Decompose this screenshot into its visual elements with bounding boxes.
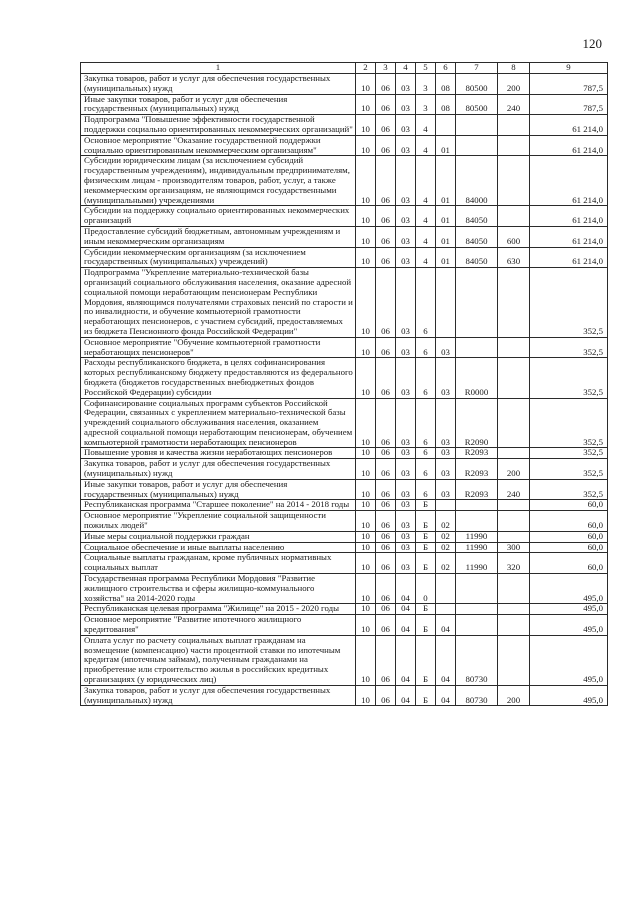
code-cell: 80500 — [456, 94, 498, 115]
code-cell: 4 — [416, 115, 436, 136]
code-cell: 06 — [376, 459, 396, 480]
code-cell — [498, 358, 530, 398]
table-row — [81, 635, 608, 685]
code-cell: 84050 — [456, 226, 498, 247]
code-cell: 04 — [396, 685, 416, 706]
table-row — [81, 115, 608, 136]
row-name-cell: Расходы республиканского бюджета, в целях софинансирования которых республиканскому бюджету предоставляются из федерального бюджета (бюджетов государственных внебюджетных фондов Российской Федерации) субсидии — [81, 358, 356, 398]
code-cell: 06 — [376, 94, 396, 115]
code-cell: 6 — [416, 448, 436, 459]
code-cell: 320 — [498, 553, 530, 574]
code-cell: 06 — [376, 206, 396, 227]
code-cell: 6 — [416, 337, 436, 358]
table-row — [81, 479, 608, 500]
amount-cell: 352,5 — [530, 268, 608, 338]
code-cell: 04 — [396, 574, 416, 604]
table-row — [81, 337, 608, 358]
amount-cell: 495,0 — [530, 615, 608, 636]
code-cell — [456, 604, 498, 615]
code-cell: 80730 — [456, 635, 498, 685]
code-cell: 10 — [356, 615, 376, 636]
column-header: 3 — [376, 63, 396, 74]
code-cell: 06 — [376, 268, 396, 338]
code-cell: 10 — [356, 511, 376, 532]
code-cell: R2090 — [456, 398, 498, 448]
code-cell: 06 — [376, 574, 396, 604]
code-cell: 10 — [356, 358, 376, 398]
code-cell: 200 — [498, 685, 530, 706]
table-row — [81, 358, 608, 398]
code-cell: 06 — [376, 542, 396, 553]
code-cell — [436, 604, 456, 615]
code-cell: 6 — [416, 398, 436, 448]
amount-cell: 60,0 — [530, 531, 608, 542]
amount-cell: 495,0 — [530, 635, 608, 685]
code-cell: R2093 — [456, 459, 498, 480]
code-cell: Б — [416, 604, 436, 615]
code-cell: Б — [416, 553, 436, 574]
code-cell: 4 — [416, 156, 436, 206]
code-cell — [498, 531, 530, 542]
code-cell: 84000 — [456, 156, 498, 206]
table-row — [81, 268, 608, 338]
code-cell: 06 — [376, 115, 396, 136]
code-cell: 03 — [396, 337, 416, 358]
code-cell: 06 — [376, 479, 396, 500]
code-cell: Б — [416, 615, 436, 636]
code-cell: 01 — [436, 226, 456, 247]
table-row — [81, 511, 608, 532]
code-cell: 200 — [498, 74, 530, 95]
table-row — [81, 156, 608, 206]
code-cell: Б — [416, 685, 436, 706]
code-cell — [456, 500, 498, 511]
code-cell: 10 — [356, 206, 376, 227]
amount-cell: 352,5 — [530, 479, 608, 500]
code-cell: 02 — [436, 553, 456, 574]
code-cell: 06 — [376, 226, 396, 247]
table-row — [81, 448, 608, 459]
code-cell: 06 — [376, 604, 396, 615]
code-cell: 84050 — [456, 247, 498, 268]
code-cell — [498, 206, 530, 227]
code-cell — [436, 500, 456, 511]
code-cell — [498, 115, 530, 136]
code-cell: 01 — [436, 135, 456, 156]
code-cell: 10 — [356, 531, 376, 542]
amount-cell: 61 214,0 — [530, 115, 608, 136]
row-name-cell: Предоставление субсидий бюджетным, автономным учреждениям и иным некоммерческим организациям — [81, 226, 356, 247]
code-cell: 80500 — [456, 74, 498, 95]
code-cell: 10 — [356, 268, 376, 338]
code-cell: 03 — [396, 94, 416, 115]
table-row — [81, 206, 608, 227]
code-cell — [498, 135, 530, 156]
code-cell: 02 — [436, 511, 456, 532]
code-cell: 03 — [396, 268, 416, 338]
code-cell: 6 — [416, 358, 436, 398]
code-cell: 04 — [436, 685, 456, 706]
code-cell: 3 — [416, 94, 436, 115]
code-cell: 10 — [356, 226, 376, 247]
table-row — [81, 615, 608, 636]
code-cell: 06 — [376, 398, 396, 448]
code-cell: 04 — [396, 604, 416, 615]
code-cell: 06 — [376, 156, 396, 206]
code-cell: 01 — [436, 206, 456, 227]
code-cell: 08 — [436, 74, 456, 95]
code-cell: R0000 — [456, 358, 498, 398]
code-cell: 06 — [376, 135, 396, 156]
code-cell: 03 — [396, 500, 416, 511]
code-cell: 03 — [396, 511, 416, 532]
amount-cell: 352,5 — [530, 358, 608, 398]
code-cell: R2093 — [456, 479, 498, 500]
amount-cell: 60,0 — [530, 553, 608, 574]
code-cell — [456, 337, 498, 358]
code-cell: 04 — [396, 615, 416, 636]
code-cell: 04 — [396, 635, 416, 685]
table-row — [81, 685, 608, 706]
amount-cell: 352,5 — [530, 459, 608, 480]
code-cell — [456, 135, 498, 156]
amount-cell: 61 214,0 — [530, 135, 608, 156]
code-cell: 3 — [416, 74, 436, 95]
code-cell: 11990 — [456, 531, 498, 542]
code-cell: 10 — [356, 135, 376, 156]
budget-table — [80, 62, 608, 706]
code-cell: 0 — [416, 574, 436, 604]
code-cell — [498, 156, 530, 206]
table-row — [81, 574, 608, 604]
code-cell — [498, 615, 530, 636]
code-cell: Б — [416, 542, 436, 553]
amount-cell: 495,0 — [530, 685, 608, 706]
code-cell: 03 — [396, 358, 416, 398]
code-cell: 03 — [396, 531, 416, 542]
row-name-cell: Субсидии некоммерческим организациям (за исключением государственных (муниципальных) учреждений) — [81, 247, 356, 268]
code-cell: 300 — [498, 542, 530, 553]
code-cell: 03 — [436, 479, 456, 500]
row-name-cell: Республиканская целевая программа "Жилище" на 2015 - 2020 годы — [81, 604, 356, 615]
row-name-cell: Государственная программа Республики Мордовия "Развитие жилищного строительства и сферы жилищно-коммунального хозяйства" на 2014-2020 годы — [81, 574, 356, 604]
code-cell: 10 — [356, 337, 376, 358]
amount-cell: 61 214,0 — [530, 206, 608, 227]
code-cell: 10 — [356, 398, 376, 448]
page-number: 120 — [582, 36, 602, 51]
code-cell — [498, 268, 530, 338]
code-cell: 04 — [436, 635, 456, 685]
code-cell: 03 — [396, 448, 416, 459]
code-cell: 06 — [376, 615, 396, 636]
code-cell: 06 — [376, 531, 396, 542]
row-name-cell: Иные закупки товаров, работ и услуг для обеспечения государственных (муниципальных) нужд — [81, 94, 356, 115]
code-cell: Б — [416, 635, 436, 685]
code-cell — [498, 337, 530, 358]
amount-cell: 352,5 — [530, 398, 608, 448]
code-cell: 200 — [498, 459, 530, 480]
code-cell: 10 — [356, 156, 376, 206]
amount-cell: 495,0 — [530, 604, 608, 615]
code-cell: 06 — [376, 635, 396, 685]
code-cell: 11990 — [456, 553, 498, 574]
code-cell: 03 — [396, 206, 416, 227]
code-cell — [498, 635, 530, 685]
row-name-cell: Субсидии юридическим лицам (за исключением субсидий государственным учреждениям), индивидуальным предпринимателям, физическим лицам - производителям товаров, работ, услуг, а также некоммерческим организациям, не являющимся государственными (муниципальными) учреждениями — [81, 156, 356, 206]
code-cell: 03 — [436, 448, 456, 459]
table-row — [81, 74, 608, 95]
code-cell: 04 — [436, 615, 456, 636]
row-name-cell: Закупка товаров, работ и услуг для обеспечения государственных (муниципальных) нужд — [81, 74, 356, 95]
table-body — [81, 74, 608, 706]
code-cell: 10 — [356, 479, 376, 500]
code-cell — [456, 268, 498, 338]
row-name-cell: Социальные выплаты гражданам, кроме публичных нормативных социальных выплат — [81, 553, 356, 574]
column-header: 7 — [456, 63, 498, 74]
code-cell: 80730 — [456, 685, 498, 706]
code-cell: 06 — [376, 500, 396, 511]
table-row — [81, 247, 608, 268]
table-row — [81, 553, 608, 574]
column-header: 4 — [396, 63, 416, 74]
table-row — [81, 531, 608, 542]
code-cell: 4 — [416, 247, 436, 268]
row-name-cell: Республиканская программа "Старшее поколение" на 2014 - 2018 годы — [81, 500, 356, 511]
code-cell: 10 — [356, 553, 376, 574]
code-cell: 10 — [356, 574, 376, 604]
code-cell: 11990 — [456, 542, 498, 553]
code-cell — [456, 511, 498, 532]
code-cell: 03 — [436, 337, 456, 358]
amount-cell: 61 214,0 — [530, 156, 608, 206]
row-name-cell: Основное мероприятие "Оказание государственной поддержки социально ориентированным некоммерческим организациям" — [81, 135, 356, 156]
amount-cell: 60,0 — [530, 542, 608, 553]
code-cell: 01 — [436, 156, 456, 206]
code-cell: 06 — [376, 247, 396, 268]
code-cell: Б — [416, 511, 436, 532]
row-name-cell: Основное мероприятие "Обучение компьютерной грамотности неработающих пенсионеров" — [81, 337, 356, 358]
code-cell: 03 — [436, 358, 456, 398]
table-row — [81, 226, 608, 247]
code-cell: 06 — [376, 553, 396, 574]
code-cell — [436, 268, 456, 338]
table-header-row — [81, 63, 608, 74]
amount-cell: 495,0 — [530, 574, 608, 604]
column-header: 8 — [498, 63, 530, 74]
code-cell — [456, 115, 498, 136]
code-cell: 06 — [376, 358, 396, 398]
code-cell: 4 — [416, 135, 436, 156]
code-cell: 02 — [436, 542, 456, 553]
row-name-cell: Оплата услуг по расчету социальных выплат гражданам на возмещение (компенсацию) части процентной ставки по ипотечным кредитам (ипотечным займам), полученным гражданами на приобретение или строительство жилья в российских кредитных организациях (у юридических лиц) — [81, 635, 356, 685]
amount-cell: 61 214,0 — [530, 247, 608, 268]
code-cell: 10 — [356, 448, 376, 459]
table-row — [81, 604, 608, 615]
code-cell — [498, 398, 530, 448]
code-cell: 4 — [416, 226, 436, 247]
row-name-cell: Подпрограмма "Укрепление материально-технической базы организаций социального обслуживания населения, оказание адресной социальной помощи неработающим пенсионерам Республики Мордовия, являющимся получателями страховых пенсий по старости и по инвалидности, и обучение компьютерной грамотности неработающих пенсионеров, с участием субсидий, предоставляемых из бюджета Пенсионного фонда Российской Федерации" — [81, 268, 356, 338]
row-name-cell: Закупка товаров, работ и услуг для обеспечения государственных (муниципальных) нужд — [81, 459, 356, 480]
row-name-cell: Софинансирование социальных программ субъектов Российской Федерации, связанных с укреплением материально-технической базы учреждений социального обслуживания населения, оказанием адресной социальной помощи неработающим пенсионерам, обучением компьютерной грамотности неработающих пенсионеров — [81, 398, 356, 448]
code-cell: 02 — [436, 531, 456, 542]
code-cell: 240 — [498, 479, 530, 500]
code-cell: 6 — [416, 268, 436, 338]
code-cell — [498, 448, 530, 459]
code-cell — [498, 500, 530, 511]
amount-cell: 60,0 — [530, 511, 608, 532]
code-cell: 08 — [436, 94, 456, 115]
code-cell: 10 — [356, 247, 376, 268]
code-cell: 10 — [356, 685, 376, 706]
code-cell — [498, 511, 530, 532]
code-cell — [456, 574, 498, 604]
code-cell: 03 — [436, 459, 456, 480]
code-cell — [436, 574, 456, 604]
row-name-cell: Иные закупки товаров, работ и услуг для обеспечения государственных (муниципальных) нужд — [81, 479, 356, 500]
code-cell: 03 — [396, 479, 416, 500]
code-cell: 4 — [416, 206, 436, 227]
code-cell: 06 — [376, 685, 396, 706]
code-cell: 01 — [436, 247, 456, 268]
code-cell — [456, 615, 498, 636]
code-cell: 10 — [356, 542, 376, 553]
column-header: 9 — [530, 63, 608, 74]
code-cell: 03 — [396, 398, 416, 448]
code-cell — [436, 115, 456, 136]
code-cell: 03 — [396, 247, 416, 268]
row-name-cell: Закупка товаров, работ и услуг для обеспечения государственных (муниципальных) нужд — [81, 685, 356, 706]
row-name-cell: Социальное обеспечение и иные выплаты населению — [81, 542, 356, 553]
amount-cell: 352,5 — [530, 448, 608, 459]
amount-cell: 61 214,0 — [530, 226, 608, 247]
code-cell: R2093 — [456, 448, 498, 459]
code-cell: 03 — [396, 115, 416, 136]
code-cell: 10 — [356, 74, 376, 95]
table-row — [81, 398, 608, 448]
column-header: 5 — [416, 63, 436, 74]
code-cell: 06 — [376, 448, 396, 459]
code-cell: 06 — [376, 511, 396, 532]
code-cell: 600 — [498, 226, 530, 247]
code-cell: 10 — [356, 635, 376, 685]
code-cell: 03 — [396, 553, 416, 574]
code-cell: 10 — [356, 459, 376, 480]
code-cell: 06 — [376, 74, 396, 95]
code-cell: 10 — [356, 115, 376, 136]
code-cell: 6 — [416, 479, 436, 500]
table-row — [81, 542, 608, 553]
code-cell: 03 — [396, 74, 416, 95]
row-name-cell: Повышение уровня и качества жизни неработающих пенсионеров — [81, 448, 356, 459]
table-row — [81, 94, 608, 115]
code-cell: 03 — [396, 459, 416, 480]
row-name-cell: Подпрограмма "Повышение эффективности государственной поддержки социально ориентированных некоммерческих организаций" — [81, 115, 356, 136]
code-cell: 630 — [498, 247, 530, 268]
amount-cell: 787,5 — [530, 74, 608, 95]
row-name-cell: Субсидии на поддержку социально ориентированных некоммерческих организаций — [81, 206, 356, 227]
code-cell: Б — [416, 531, 436, 542]
code-cell: 03 — [436, 398, 456, 448]
row-name-cell: Основное мероприятие "Укрепление социальной защищенности пожилых людей" — [81, 511, 356, 532]
code-cell: 10 — [356, 604, 376, 615]
amount-cell: 787,5 — [530, 94, 608, 115]
code-cell: 03 — [396, 226, 416, 247]
code-cell — [498, 574, 530, 604]
code-cell — [498, 604, 530, 615]
code-cell: Б — [416, 500, 436, 511]
table-row — [81, 459, 608, 480]
amount-cell: 60,0 — [530, 500, 608, 511]
row-name-cell: Иные меры социальной поддержки граждан — [81, 531, 356, 542]
code-cell: 6 — [416, 459, 436, 480]
code-cell: 03 — [396, 156, 416, 206]
table-row — [81, 135, 608, 156]
code-cell: 06 — [376, 337, 396, 358]
amount-cell: 352,5 — [530, 337, 608, 358]
column-header: 2 — [356, 63, 376, 74]
row-name-cell: Основное мероприятие "Развитие ипотечного жилищного кредитования" — [81, 615, 356, 636]
table-row — [81, 500, 608, 511]
column-header: 6 — [436, 63, 456, 74]
code-cell: 10 — [356, 500, 376, 511]
column-header: 1 — [81, 63, 356, 74]
code-cell: 03 — [396, 542, 416, 553]
code-cell: 240 — [498, 94, 530, 115]
code-cell: 03 — [396, 135, 416, 156]
code-cell: 10 — [356, 94, 376, 115]
code-cell: 84050 — [456, 206, 498, 227]
